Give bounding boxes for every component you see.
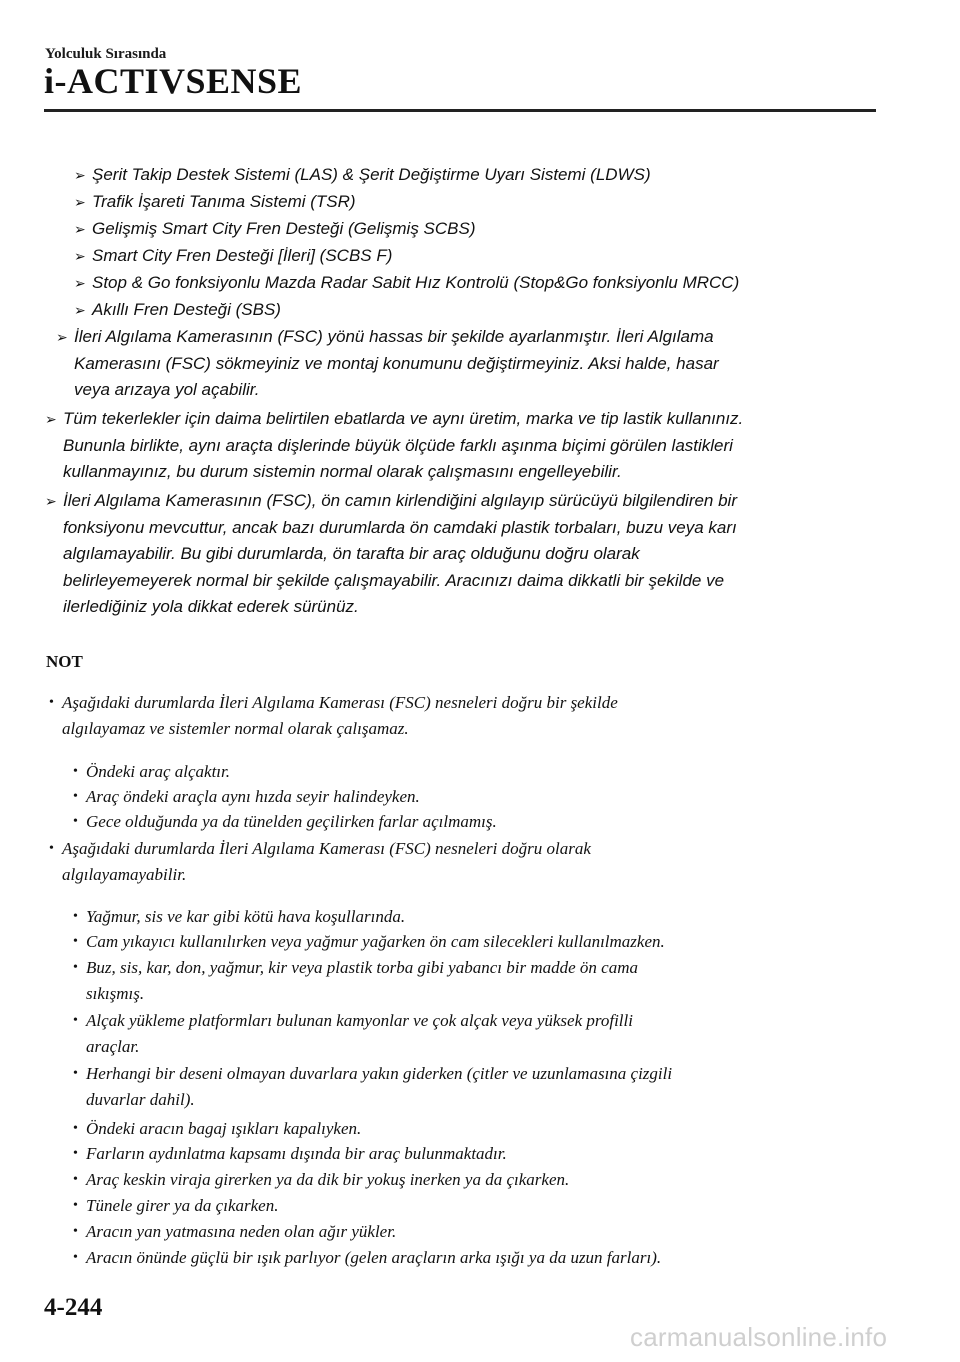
- watermark: carmanualsonline.info: [630, 1322, 888, 1352]
- dot-bullet-icon: •: [73, 814, 78, 829]
- note-list-item: • Öndeki araç alçaktır.: [86, 759, 230, 785]
- page-number: 4-244: [44, 1294, 103, 1321]
- note-list-item: • Aracın önünde güçlü bir ışık parlıyor (gelen araçların arka ışığı ya da uzun farları).: [86, 1245, 661, 1271]
- note-list-item: • Öndeki aracın bagaj ışıkları kapalıyken.: [86, 1116, 361, 1142]
- note-list-item: • Alçak yükleme platformları bulunan kamyonlar ve çok alçak veya yüksek profilli araçlar.: [86, 1008, 633, 1060]
- note-cannot-detect: • Aşağıdaki durumlarda İleri Algılama Kamerası (FSC) nesneleri doğru bir şekilde algılayamaz ve sistemler normal olarak çalışamaz.: [62, 690, 618, 742]
- warning-system-item: ➢ Akıllı Fren Desteği (SBS): [92, 297, 281, 324]
- warning-system-item: ➢ Stop & Go fonksiyonlu Mazda Radar Sabit Hız Kontrolü (Stop&Go fonksiyonlu MRCC): [92, 270, 739, 297]
- dot-bullet-icon: •: [73, 1250, 78, 1265]
- dot-bullet-icon: •: [73, 934, 78, 949]
- arrow-bullet-icon: ➢: [74, 221, 86, 237]
- note-list-item: • Araç keskin viraja girerken ya da dik bir yokuş inerken ya da çıkarken.: [86, 1167, 569, 1193]
- warning-camera-adjust: ➢ İleri Algılama Kamerasının (FSC) yönü hassas bir şekilde ayarlanmıştır. İleri Algılama Kamerasını (FSC) sökmeyiniz ve montaj konumunu değiştirmeyiniz. Aksi halde, hasar veya arızaya yol açabilir.: [74, 324, 719, 404]
- note-list-item: • Yağmur, sis ve kar gibi kötü hava koşullarında.: [86, 904, 405, 930]
- arrow-bullet-icon: ➢: [74, 194, 86, 210]
- page-title: i-ACTIVSENSE: [44, 61, 303, 101]
- warning-tires: ➢ Tüm tekerlekler için daima belirtilen ebatlarda ve aynı üretim, marka ve tip lastik kullanınız. Bununla birlikte, aynı araçta dişlerinde büyük ölçüde farklı aşınma biçimi görülen lastikleri kullanmayınız, bu durum sistemin normal olarak çalışmasını engelleyebilir.: [63, 406, 743, 486]
- arrow-bullet-icon: ➢: [56, 329, 68, 345]
- note-list-item: • Aracın yan yatmasına neden olan ağır yükler.: [86, 1219, 396, 1245]
- note-list-item: • Herhangi bir deseni olmayan duvarlara yakın giderken (çitler ve uzunlamasına çizgili duvarlar dahil).: [86, 1061, 672, 1113]
- note-list-item: • Araç öndeki araçla aynı hızda seyir halindeyken.: [86, 784, 420, 810]
- warning-system-item: ➢ Gelişmiş Smart City Fren Desteği (Gelişmiş SCBS): [92, 216, 476, 243]
- note-label: NOT: [46, 652, 83, 671]
- dot-bullet-icon: •: [73, 1224, 78, 1239]
- arrow-bullet-icon: ➢: [45, 411, 57, 427]
- note-list-item: • Buz, sis, kar, don, yağmur, kir veya plastik torba gibi yabancı bir madde ön cama sıkışmış.: [86, 955, 638, 1007]
- warning-windshield: ➢ İleri Algılama Kamerasının (FSC), ön camın kirlendiğini algılayıp sürücüyü bilgilendiren bir fonksiyonu mevcuttur, ancak bazı durumlarda ön camdaki plastik torbaları, buzu veya karı algılamayabilir. Bu gibi durumlarda, ön tarafta bir araç olduğunu doğru olarak belirleyemeyerek normal bir şekilde çalışmayabilir. Aracınızı daima dikkatli bir şekilde ve ilerlediğiniz yola dikkat ederek sürünüz.: [63, 488, 737, 621]
- dot-bullet-icon: •: [73, 1013, 78, 1028]
- arrow-bullet-icon: ➢: [74, 275, 86, 291]
- note-list-item: • Tünele girer ya da çıkarken.: [86, 1193, 278, 1219]
- dot-bullet-icon: •: [73, 909, 78, 924]
- arrow-bullet-icon: ➢: [74, 167, 86, 183]
- note-list-item: • Farların aydınlatma kapsamı dışında bir araç bulunmaktadır.: [86, 1141, 507, 1167]
- dot-bullet-icon: •: [73, 764, 78, 779]
- warning-system-item: ➢ Şerit Takip Destek Sistemi (LAS) & Şerit Değiştirme Uyarı Sistemi (LDWS): [92, 162, 651, 189]
- warning-system-item: ➢ Smart City Fren Desteği [İleri] (SCBS F): [92, 243, 392, 270]
- dot-bullet-icon: •: [49, 695, 54, 710]
- note-list-item: • Cam yıkayıcı kullanılırken veya yağmur yağarken ön cam silecekleri kullanılmazken.: [86, 929, 665, 955]
- dot-bullet-icon: •: [49, 841, 54, 856]
- note-may-not-detect: • Aşağıdaki durumlarda İleri Algılama Kamerası (FSC) nesneleri doğru olarak algılayamayabilir.: [62, 836, 591, 888]
- arrow-bullet-icon: ➢: [45, 493, 57, 509]
- header-divider: [44, 109, 876, 112]
- arrow-bullet-icon: ➢: [74, 248, 86, 264]
- dot-bullet-icon: •: [73, 1146, 78, 1161]
- note-list-item: • Gece olduğunda ya da tünelden geçilirken farlar açılmamış.: [86, 809, 497, 835]
- dot-bullet-icon: •: [73, 1121, 78, 1136]
- dot-bullet-icon: •: [73, 1172, 78, 1187]
- dot-bullet-icon: •: [73, 789, 78, 804]
- dot-bullet-icon: •: [73, 1066, 78, 1081]
- dot-bullet-icon: •: [73, 960, 78, 975]
- section-title: Yolculuk Sırasında: [45, 46, 167, 62]
- arrow-bullet-icon: ➢: [74, 302, 86, 318]
- warning-system-item: ➢ Trafik İşareti Tanıma Sistemi (TSR): [92, 189, 356, 216]
- dot-bullet-icon: •: [73, 1198, 78, 1213]
